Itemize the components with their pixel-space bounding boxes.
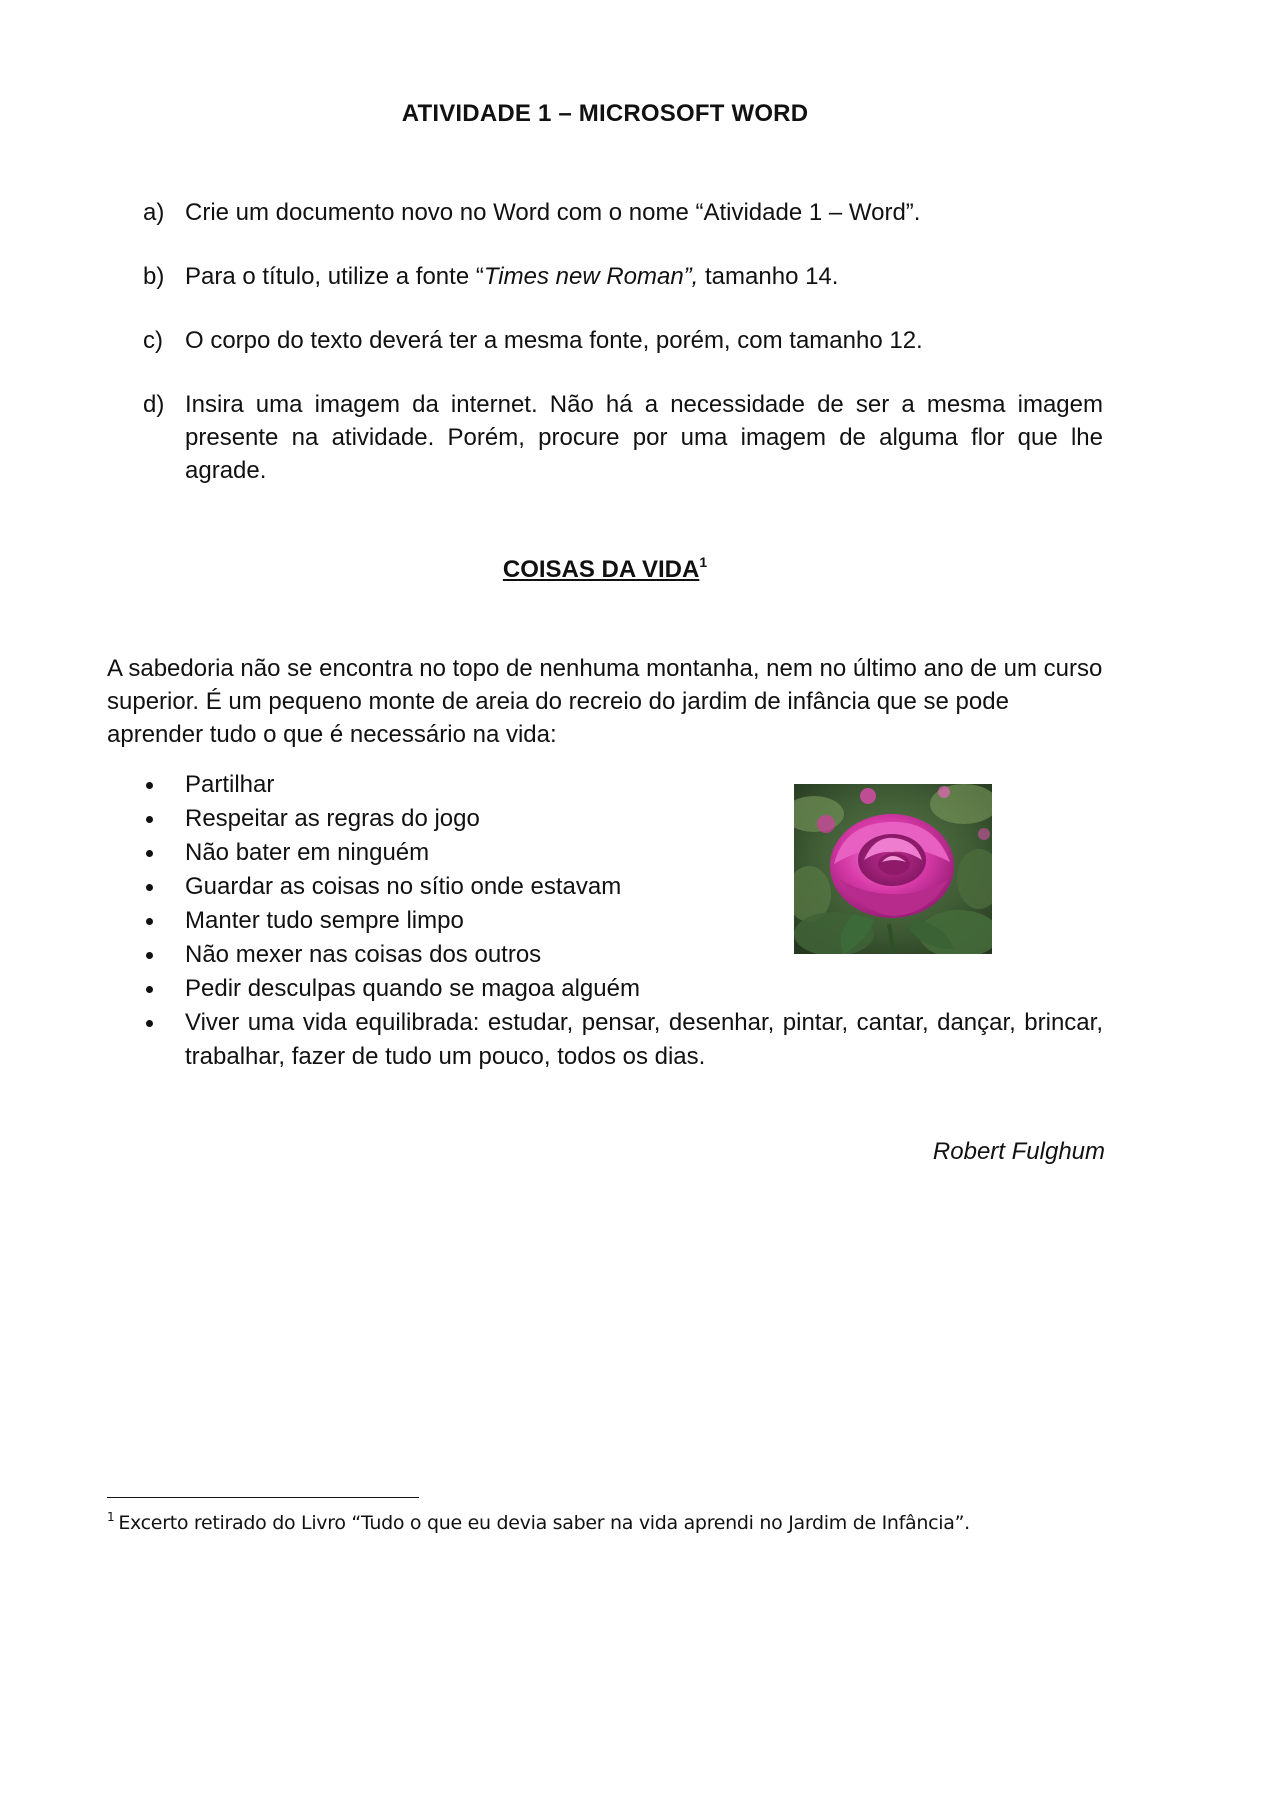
bullet-icon — [146, 782, 153, 789]
section-title — [0, 554, 1210, 584]
list-item-text: Viver uma vida equilibrada: estudar, pensar, desenhar, pintar, cantar, dançar, brincar, trabalhar, fazer de tudo um pouco, todos os dias. — [185, 1009, 1103, 1070]
list-item-text: Não bater em ninguém — [185, 839, 430, 866]
bullet-icon — [146, 850, 153, 857]
footnote — [107, 1510, 970, 1534]
task-text — [185, 260, 1103, 293]
footnote-text: Excerto retirado do Livro “Tudo o que eu devia saber na vida aprendi no Jardim de Infância”. — [118, 1512, 970, 1534]
bullet-icon — [146, 918, 153, 925]
list-item-text: Não mexer nas coisas dos outros — [185, 941, 542, 968]
list-item-text: Respeitar as regras do jogo — [185, 805, 480, 832]
page-title: ATIVIDADE 1 – MICROSOFT WORD — [401, 100, 809, 127]
task-item-d — [143, 388, 1103, 487]
list-item-text: Manter tudo sempre limpo — [185, 907, 464, 934]
footnote-ref: 1 — [699, 554, 708, 570]
task-item-a — [143, 196, 1103, 229]
footnote-number: 1 — [107, 1510, 115, 1524]
footnote-separator — [107, 1497, 419, 1498]
author-signature: Robert Fulghum — [932, 1138, 1105, 1165]
pink-rose-photo-icon — [794, 784, 992, 954]
task-item-b — [143, 260, 1103, 293]
bullet-icon — [146, 986, 153, 993]
section-title-text: COISAS DA VIDA — [502, 556, 700, 583]
task-marker: a) — [143, 199, 165, 226]
task-text-pre: Para o título, utilize a fonte “ — [185, 263, 484, 290]
list-item-text: Pedir desculpas quando se magoa alguém — [185, 975, 640, 1002]
list-item — [143, 1006, 1103, 1074]
task-marker: d) — [143, 391, 165, 418]
task-text-post: tamanho 14. — [698, 263, 839, 290]
bullet-icon — [146, 884, 153, 891]
list-item-text: Guardar as coisas no sítio onde estavam — [185, 873, 622, 900]
list-item-text: Partilhar — [185, 771, 275, 798]
task-text-italic: Times new Roman”, — [483, 263, 699, 290]
bullet-icon — [146, 952, 153, 959]
task-marker: c) — [143, 327, 163, 354]
task-text: O corpo do texto deverá ter a mesma fonte, porém, com tamanho 12. — [185, 327, 923, 354]
bullet-icon — [146, 816, 153, 823]
intro-paragraph: A sabedoria não se encontra no topo de nenhuma montanha, nem no último ano de um curso superior. É um pequeno monte de areia do recreio do jardim de infância que se pode aprender tudo o que é necessário na vida: — [107, 655, 1103, 748]
task-text: Insira uma imagem da internet. Não há a necessidade de ser a mesma imagem presente na atividade. Porém, procure por uma imagem de alguma flor que lhe agrade. — [185, 391, 1103, 484]
task-text: Crie um documento novo no Word com o nome “Atividade 1 – Word”. — [185, 199, 921, 226]
bullet-icon — [146, 1020, 153, 1027]
list-item — [143, 972, 1103, 1006]
pink-rose-image — [794, 784, 992, 954]
task-list — [143, 196, 1103, 518]
task-marker: b) — [143, 263, 165, 290]
task-item-c — [143, 324, 1103, 357]
